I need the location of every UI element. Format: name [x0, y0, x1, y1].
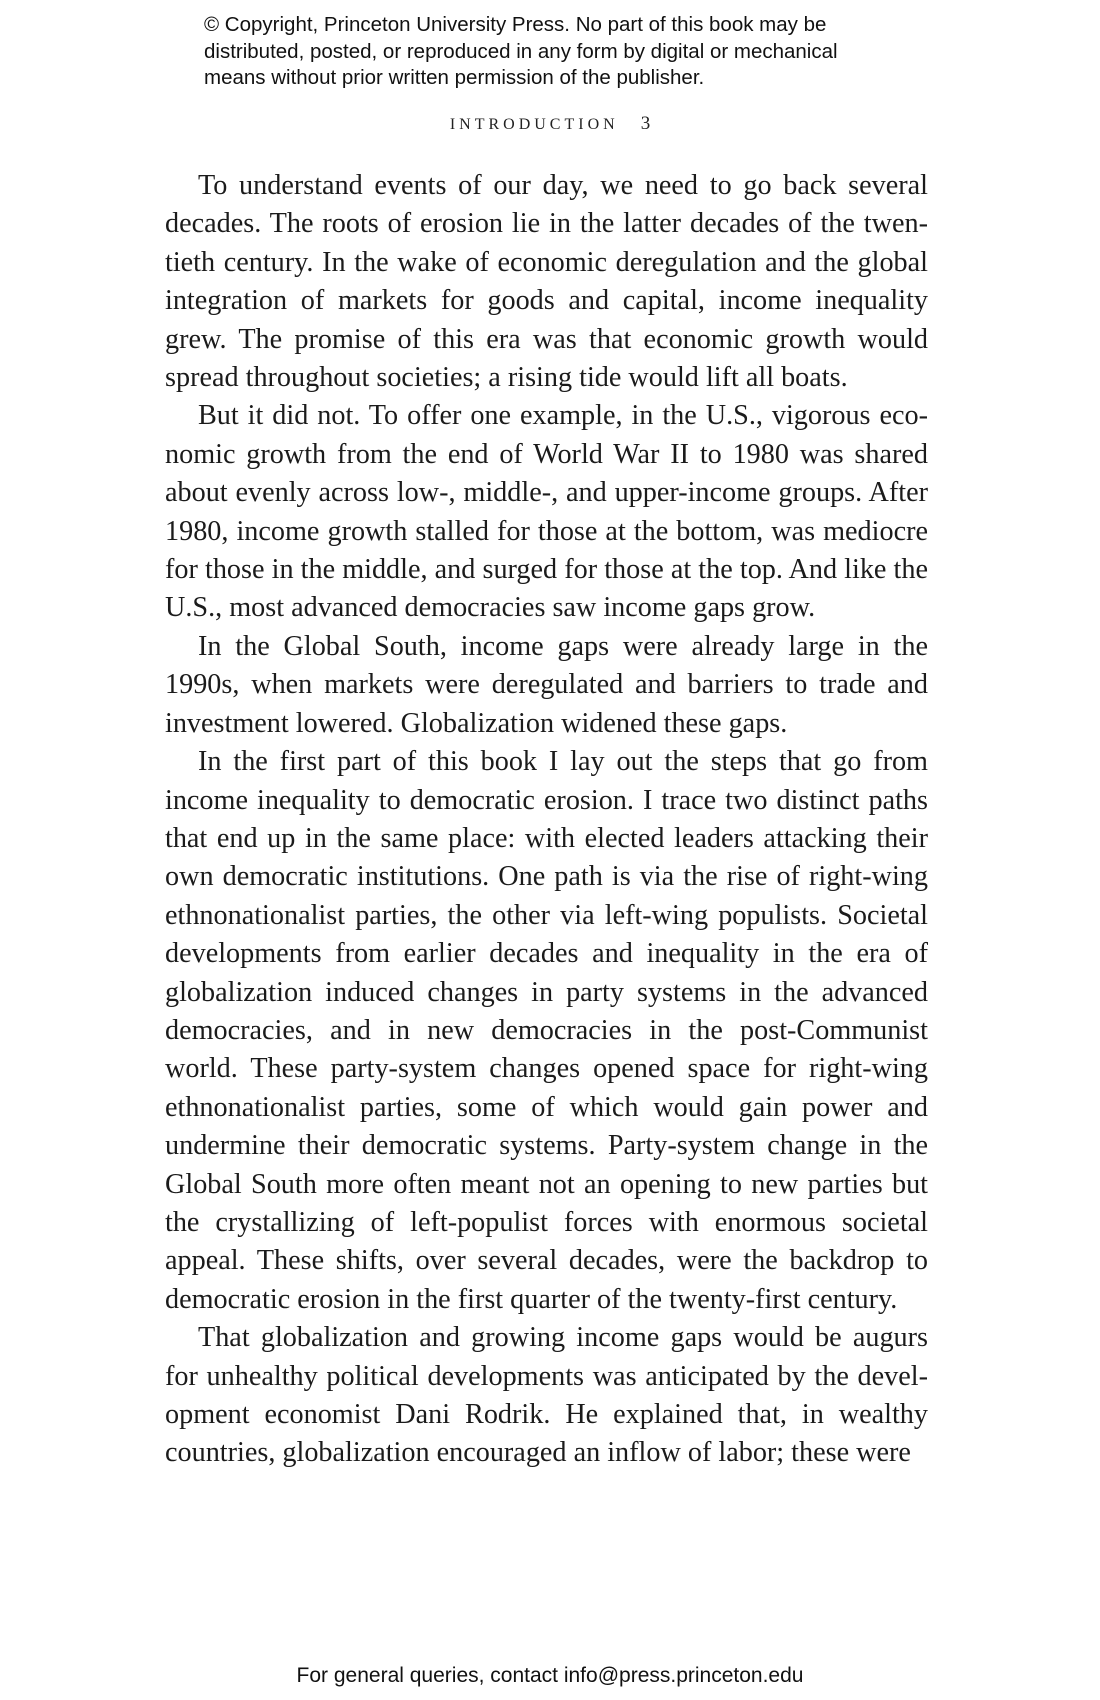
paragraph: But it did not. To offer one example, in the U.S., vigorous economic growth from the end of World War II to 1980 was shared about evenly across low-, middle-, and upper-income groups. After 1980, income growth stalled for those at the bottom, was mediocre for those in the middle, and surged for those at the top. And like the U.S., most advanced democracies saw income gaps grow.	[165, 400, 928, 624]
body-text	[165, 167, 928, 1473]
paragraph: In the first part of this book I lay out the steps that go from income inequality to democratic erosion. I trace two distinct paths that end up in the same place: with elected leaders attacking their own democratic institutions. One path is via the rise of right-wing ethnonationalist parties, the other via left-wing populists. Societal developments from earlier decades and inequality in the era of globalization induced changes in party systems in the advanced democracies, and in new democracies in the post-Communist world. These party-system changes opened space for right-wing ethnonationalist parties, some of which would gain power and undermine their democratic systems. Party-system change in the Global South more often meant not an opening to new parties but the crystallizing of left-populist forces with enormous societal appeal. These shifts, over several decades, were the backdrop to democratic erosion in the first quarter of the twenty-first century.	[165, 746, 928, 1315]
footer-contact: For general queries, contact info@press.princeton.edu	[296, 1664, 804, 1687]
paragraph: In the Global South, income gaps were already large in the 1990s, when markets were deregulated and barriers to trade and investment lowered. Globalization widened these gaps.	[165, 630, 928, 739]
paragraph: To understand events of our day, we need to go back several decades. The roots of erosion lie in the latter decades of the twentieth century. In the wake of economic deregulation and the global integration of markets for goods and capital, income inequality grew. The promise of this era was that economic growth would spread throughout societies; a rising tide would lift all boats.	[165, 170, 928, 394]
page-number: 3	[640, 113, 651, 134]
copyright-line: distributed, posted, or reproduced in any form by digital or mechanical	[204, 39, 838, 63]
paragraph: That globalization and growing income gaps would be augurs for unhealthy political developments was anticipated by the development economist Dani Rodrik. He explained that, in wealthy countries, globalization encouraged an inflow of labor; these were	[165, 1322, 928, 1469]
running-head	[0, 113, 1100, 135]
chapter-title: INTRODUCTION	[449, 116, 619, 133]
copyright-notice	[204, 12, 964, 92]
copyright-line: © Copyright, Princeton University Press. No part of this book may be	[204, 13, 827, 36]
copyright-line: means without prior written permission of the publisher.	[204, 66, 705, 89]
